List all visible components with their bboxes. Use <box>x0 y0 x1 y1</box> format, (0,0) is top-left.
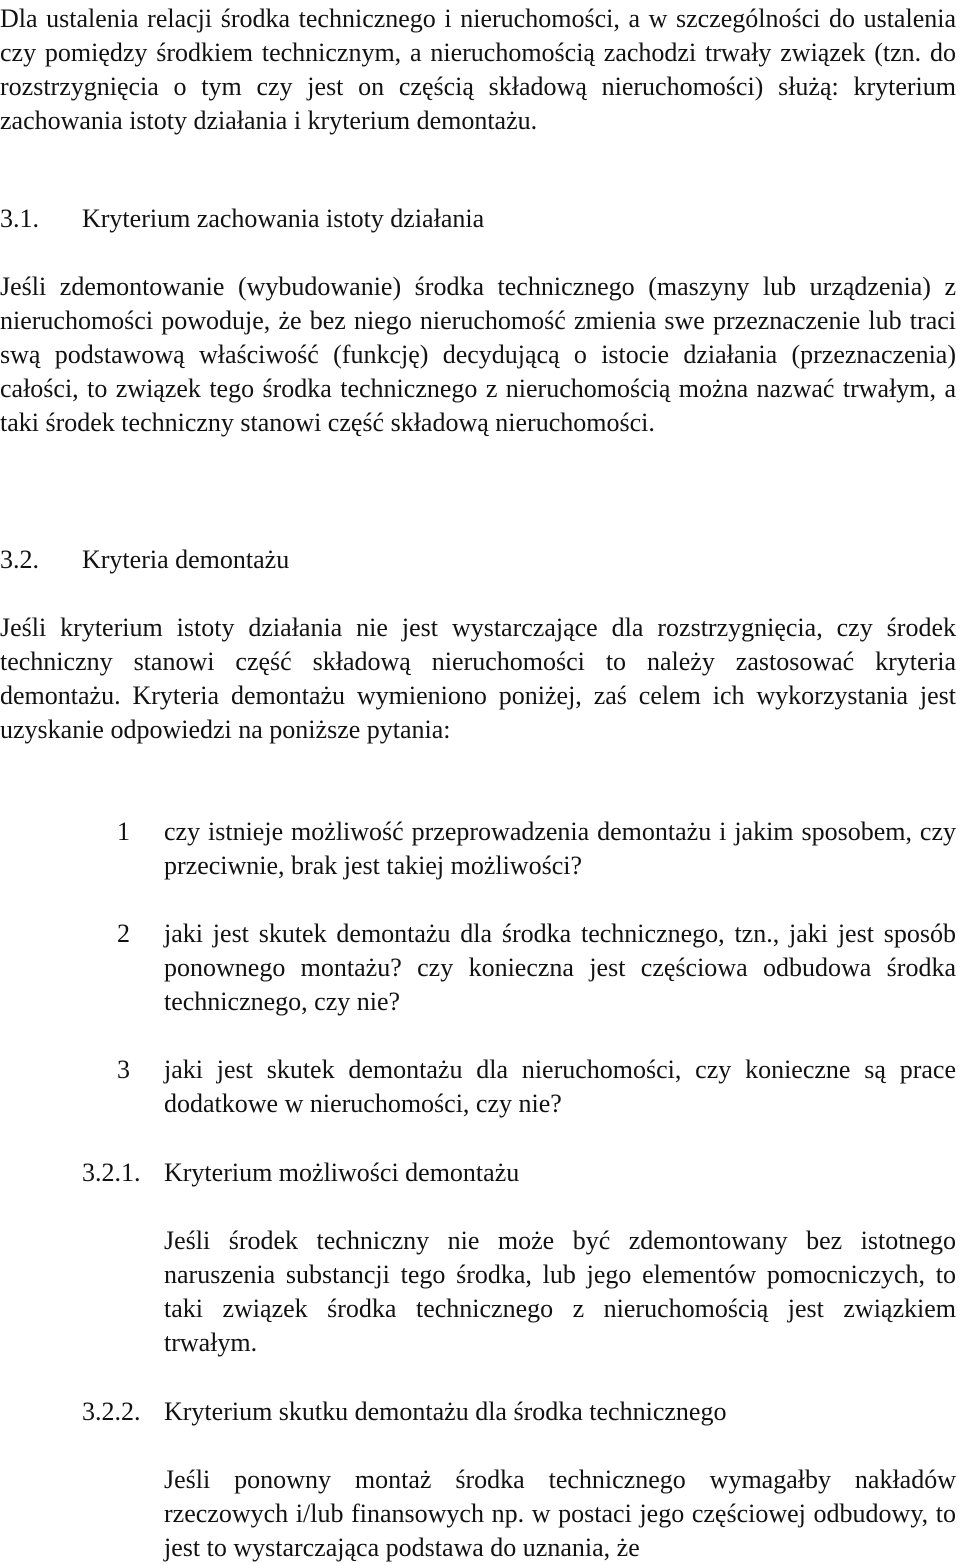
list-item <box>117 1053 956 1121</box>
intro-paragraph: Dla ustalenia relacji środka technicznego i nieruchomości, a w szczególności do ustalenia czy pomiędzy środkiem technicznym, a nieruchomością zachodzi trwały związek (tzn. do rozstrzygnięcia o tym czy jest on częścią składową nieruchomości) służą: kryterium zachowania istoty działania i kryterium demontażu. <box>0 4 956 135</box>
list-item <box>117 917 956 1019</box>
list-item-text: czy istnieje możliwość przeprowadzenia demontażu i jakim sposobem, czy przeciwnie, brak jest takiej możliwości? <box>164 817 956 880</box>
section-3-2-heading <box>0 543 900 577</box>
section-title: Kryterium skutku demontażu dla środka technicznego <box>164 1397 727 1426</box>
section-3-1-heading <box>0 202 900 236</box>
section-3-2-paragraph: Jeśli kryterium istoty działania nie jest wystarczające dla rozstrzygnięcia, czy środek techniczny stanowi część składową nieruchomości to należy zastosować kryteria demontażu. Kryteria demontażu wymieniono poniżej, zaś celem ich wykorzystania jest uzyskanie odpowiedzi na poniższe pytania: <box>0 613 956 744</box>
list-item-number: 2 <box>117 919 130 948</box>
section-title: Kryterium możliwości demontażu <box>164 1158 520 1187</box>
list-item-text: jaki jest skutek demontażu dla nieruchomości, czy konieczne są prace dodatkowe w nieruchomości, czy nie? <box>164 1055 956 1118</box>
section-number: 3.2.1. <box>82 1158 141 1187</box>
section-title: Kryterium zachowania istoty działania <box>82 204 485 233</box>
list-item-number: 1 <box>117 817 130 846</box>
list-item-number: 3 <box>117 1055 130 1084</box>
section-3-2-2-paragraph: Jeśli ponowny montaż środka technicznego wymagałby nakładów rzeczowych i/lub finansowych np. w postaci jego częściowej odbudowy, to jest to wystarczająca podstawa do uznania, że <box>164 1465 956 1562</box>
section-number: 3.2.2. <box>82 1397 141 1426</box>
section-3-2-1-paragraph: Jeśli środek techniczny nie może być zdemontowany bez istotnego naruszenia substancji tego środka, lub jego elementów pomocniczych, to taki związek środka technicznego z nieruchomością jest związkiem trwałym. <box>164 1226 956 1357</box>
list-item-text: jaki jest skutek demontażu dla środka technicznego, tzn., jaki jest sposób ponownego montażu? czy konieczna jest częściowa odbudowa środka technicznego, czy nie? <box>164 919 956 1016</box>
section-3-1-paragraph: Jeśli zdemontowanie (wybudowanie) środka technicznego (maszyny lub urządzenia) z nieruchomości powoduje, że bez niego nieruchomość zmienia swe przeznaczenie lub traci swą podstawową właściwość (funkcję) decydującą o istocie działania (przeznaczenia) całości, to związek tego środka technicznego z nieruchomością można nazwać trwałym, a taki środek techniczny stanowi część składową nieruchomości. <box>0 272 956 437</box>
section-number: 3.1. <box>0 204 39 233</box>
section-title: Kryteria demontażu <box>82 545 290 574</box>
section-3-2-1-heading <box>82 1156 942 1190</box>
section-3-2-2-heading <box>82 1395 942 1429</box>
list-item <box>117 815 956 883</box>
section-number: 3.2. <box>0 545 39 574</box>
